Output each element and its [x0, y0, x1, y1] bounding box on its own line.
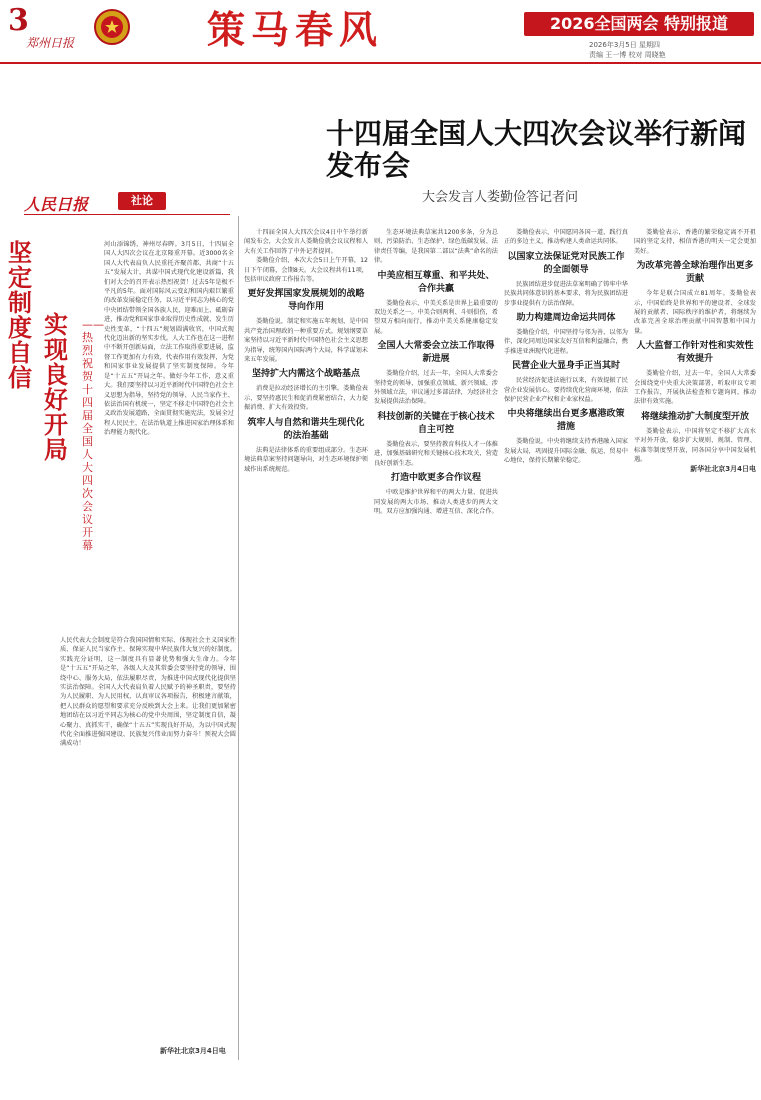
lead-headline: 十四届全国人大四次会议举行新闻发布会 — [326, 117, 747, 182]
section-heading: 中美应相互尊重、和平共处、合作共赢 — [377, 270, 495, 294]
section-heading: 更好发挥国家发展规划的战略导向作用 — [247, 289, 365, 313]
paragraph: 娄勤俭介绍，过去一年，全国人大常委会坚持党的领导，加强重点领域、新兴领域、涉外领域立法，审议通过多部法律，为经济社会发展提供法治保障。 — [374, 370, 498, 406]
paragraph: 娄勤俭介绍，过去一年，全国人大常委会围绕党中央重大决策部署，听取审议专项工作报告，开展执法检查和专题询问，推动法律有效实施。 — [634, 370, 756, 406]
paragraph: 娄勤俭表示，中国愿同各国一道，践行真正的多边主义，推动构建人类命运共同体。 — [504, 229, 628, 246]
section-heading: 为改革完善全球治理作出更多贡献 — [636, 261, 754, 285]
paragraph: 娄勤俭表示，香港的繁荣稳定离不开祖国的坚定支持，相信香港的明天一定会更加美好。 — [634, 229, 756, 255]
section-heading: 将继续推动扩大制度型开放 — [640, 411, 749, 422]
header-subtitle: 2026全国两会 特别报道 — [524, 12, 754, 36]
date-line: 2026年3月5日 星期四 — [589, 41, 660, 49]
paragraph: 娄勤俭介绍，本次大会5日上午开幕，12日下午闭幕，会期8天。大会议程共有11项，包括审议政府工作报告等。 — [244, 257, 368, 284]
paragraph: 民营经济促进法施行以来，有效提振了民营企业发展信心。要持续优化营商环境，依法保护民营企业产权和企业家权益。 — [504, 377, 628, 404]
peoples-daily-logo: 人民日报 — [24, 195, 89, 214]
header-title: 策马春风 — [207, 7, 384, 52]
paragraph: 娄勤俭表示，中美关系是世界上最重要的双边关系之一。中美合则两利、斗则俱伤，希望双方相向而行，推动中美关系健康稳定发展。 — [374, 299, 498, 335]
commentary-title-b: 实现良好开局 — [44, 310, 68, 464]
section-heading: 筑牢人与自然和谐共生现代化的法治基础 — [247, 417, 365, 441]
editor-line: 责编 王一博 校对 周晓艳 — [589, 51, 666, 59]
section-heading: 助力构建周边命运共同体 — [516, 313, 616, 324]
section-heading: 中央将继续出台更多惠港政策措施 — [507, 409, 625, 433]
article-column-3 — [504, 228, 628, 1058]
article-column-4 — [634, 228, 756, 1058]
paragraph: 十四届全国人大四次会议4日中午举行新闻发布会，大会发言人娄勤俭就会议议程和人大有关工作回答了中外记者提问。 — [244, 229, 368, 255]
header-rule — [0, 62, 761, 64]
column-divider — [238, 216, 239, 1060]
paragraph: 法典是法律体系的重要组成部分。生态环境法典草案坚持问题导向，对生态环境保护领域作出系统规范。 — [244, 446, 368, 473]
paragraph: 民族团结进步促进法草案明确了铸牢中华民族共同体意识的基本要求，将为民族团结进步事业提供有力法治保障。 — [504, 280, 628, 307]
paper-name: 郑州日报 — [26, 36, 75, 50]
paragraph: 消费是拉动经济增长的主引擎。娄勤俭表示，要坚持惠民生和促消费紧密结合，大力提振消费、扩大有效投资。 — [244, 385, 368, 412]
national-emblem-icon — [93, 8, 131, 46]
commentary-rule — [24, 214, 230, 215]
paragraph: 娄勤俭说，中央将继续支持香港融入国家发展大局，巩固提升国际金融、航运、贸易中心地位，保持长期繁荣稳定。 — [504, 438, 628, 465]
paragraph: 生态环境法典草案共1200多条，分为总则、污染防治、生态保护、绿色低碳发展、法律责任等编，是我国第二部以“法典”命名的法律。 — [374, 229, 498, 265]
article-column-2 — [374, 228, 498, 1058]
section-heading: 坚持扩大内需这个战略基点 — [251, 369, 360, 380]
section-heading: 民营企业大显身手正当其时 — [511, 361, 620, 372]
section-heading: 人大监督工作针对性和实效性有效提升 — [636, 341, 754, 365]
section-heading: 科技创新的关键在于核心技术自主可控 — [377, 411, 495, 435]
section-heading: 以国家立法保证党对民族工作的全面领导 — [507, 251, 625, 275]
paragraph: 娄勤俭表示，要坚持教育科技人才一体推进，加强基础研究和关键核心技术攻关，营造良好创新生态。 — [374, 440, 498, 467]
editorial-tag: 社论 — [118, 192, 166, 210]
article-column-1 — [244, 228, 368, 1058]
section-heading: 打造中欧更多合作议程 — [390, 473, 481, 484]
commentary-title-a: 坚定制度自信 — [8, 238, 32, 392]
commentary-body: 河山添锦绣，神州尽春晖。3月5日，十四届全国人大四次会议在北京隆重开幕。近3000名全国人大代表肩负人民重托齐聚首都，共商“十五五”发展大计，共谋中国式现代化建设新篇，我们对大会的召开表示热烈祝贺！过去5年是极不平凡的5年。面对国际风云变幻和国内艰巨繁重的改革发展稳定任务，以习近平同志为核心的党中央团结带领全国各族人民，迎难而上、砥砺奋进，推动党和国家事业取得历史性成就、发生历史性变革，“十四五”规划圆满收官，中国式现代化迈出新的坚实步伐。人大工作也在这一进程中不断开创新局面，立法工作取得重要进展，监督工作更加有力有效，代表作用有效发挥，为党和国家事业发展提供了坚实制度保障。今年是“十五五”开局之年。做好今年工作，意义重大。我们要坚持以习近平新时代中国特色社会主义思想为指导，坚持党的领导、人民当家作主、依法治国有机统一，坚定不移走中国特色社会主义政治发展道路，全面贯彻实施宪法，发展全过程人民民主，在法治轨道上推进国家治理体系和治理能力现代化。 — [104, 241, 234, 437]
paragraph: 今年是联合国成立81周年。娄勤俭表示，中国始终是世界和平的建设者、全球发展的贡献者、国际秩序的维护者，将继续为改革完善全球治理贡献中国智慧和中国力量。 — [634, 290, 756, 335]
commentary-body-continued: 人民代表大会制度是符合我国国情和实际、体现社会主义国家性质、保证人民当家作主、保障实现中华民族伟大复兴的好制度。实践充分证明，这一制度具有显著优势和强大生命力。今年是“十五五”开局之年，各级人大及其常委会要坚持党的领导，围绕中心、服务大局，依法履职尽责，为推进中国式现代化提供坚实法治保障。全国人大代表肩负着人民赋予的神圣职责，要坚持为人民履职、为人民用权，认真审议各项报告，积极建言献策，把人民群众的愿望和要求充分反映到大会上来。让我们更加紧密地团结在以习近平同志为核心的党中央周围，坚定制度自信，凝心聚力、真抓实干，确保“十五五”实现良好开局，为以中国式现代化全面推进强国建设、民族复兴伟业而努力奋斗！预祝大会圆满成功！ — [60, 637, 236, 748]
paragraph: 娄勤俭介绍，中国坚持与邻为善、以邻为伴，深化同周边国家友好互信和利益融合，携手推进亚洲现代化进程。 — [504, 329, 628, 355]
paragraph: 娄勤俭说，制定和实施五年规划，是中国共产党治国理政的一种重要方式。规划纲要草案坚持以习近平新时代中国特色社会主义思想为指导，统筹国内国际两个大局，科学谋划未来五年发展。 — [244, 318, 368, 364]
lead-subhead: 大会发言人娄勤俭答记者问 — [422, 190, 579, 205]
page-number: 3 — [8, 3, 29, 38]
article-credit: 新华社北京3月4日电 — [690, 464, 756, 473]
paragraph: 娄勤俭表示，中国将坚定不移扩大高水平对外开放，稳步扩大规则、规制、管理、标准等制度型开放，同各国分享中国发展机遇。 — [634, 427, 756, 464]
section-heading: 全国人大常委会立法工作取得新进展 — [377, 341, 495, 365]
commentary-subtitle: ——热烈祝贺十四届全国人大四次会议开幕 — [82, 318, 104, 552]
commentary-credit: 新华社北京3月4日电 — [160, 1047, 226, 1055]
paragraph: 中欧是维护世界和平的两大力量、促进共同发展的两大市场、推动人类进步的两大文明。双方应加强沟通、增进互信、深化合作。 — [374, 489, 498, 515]
